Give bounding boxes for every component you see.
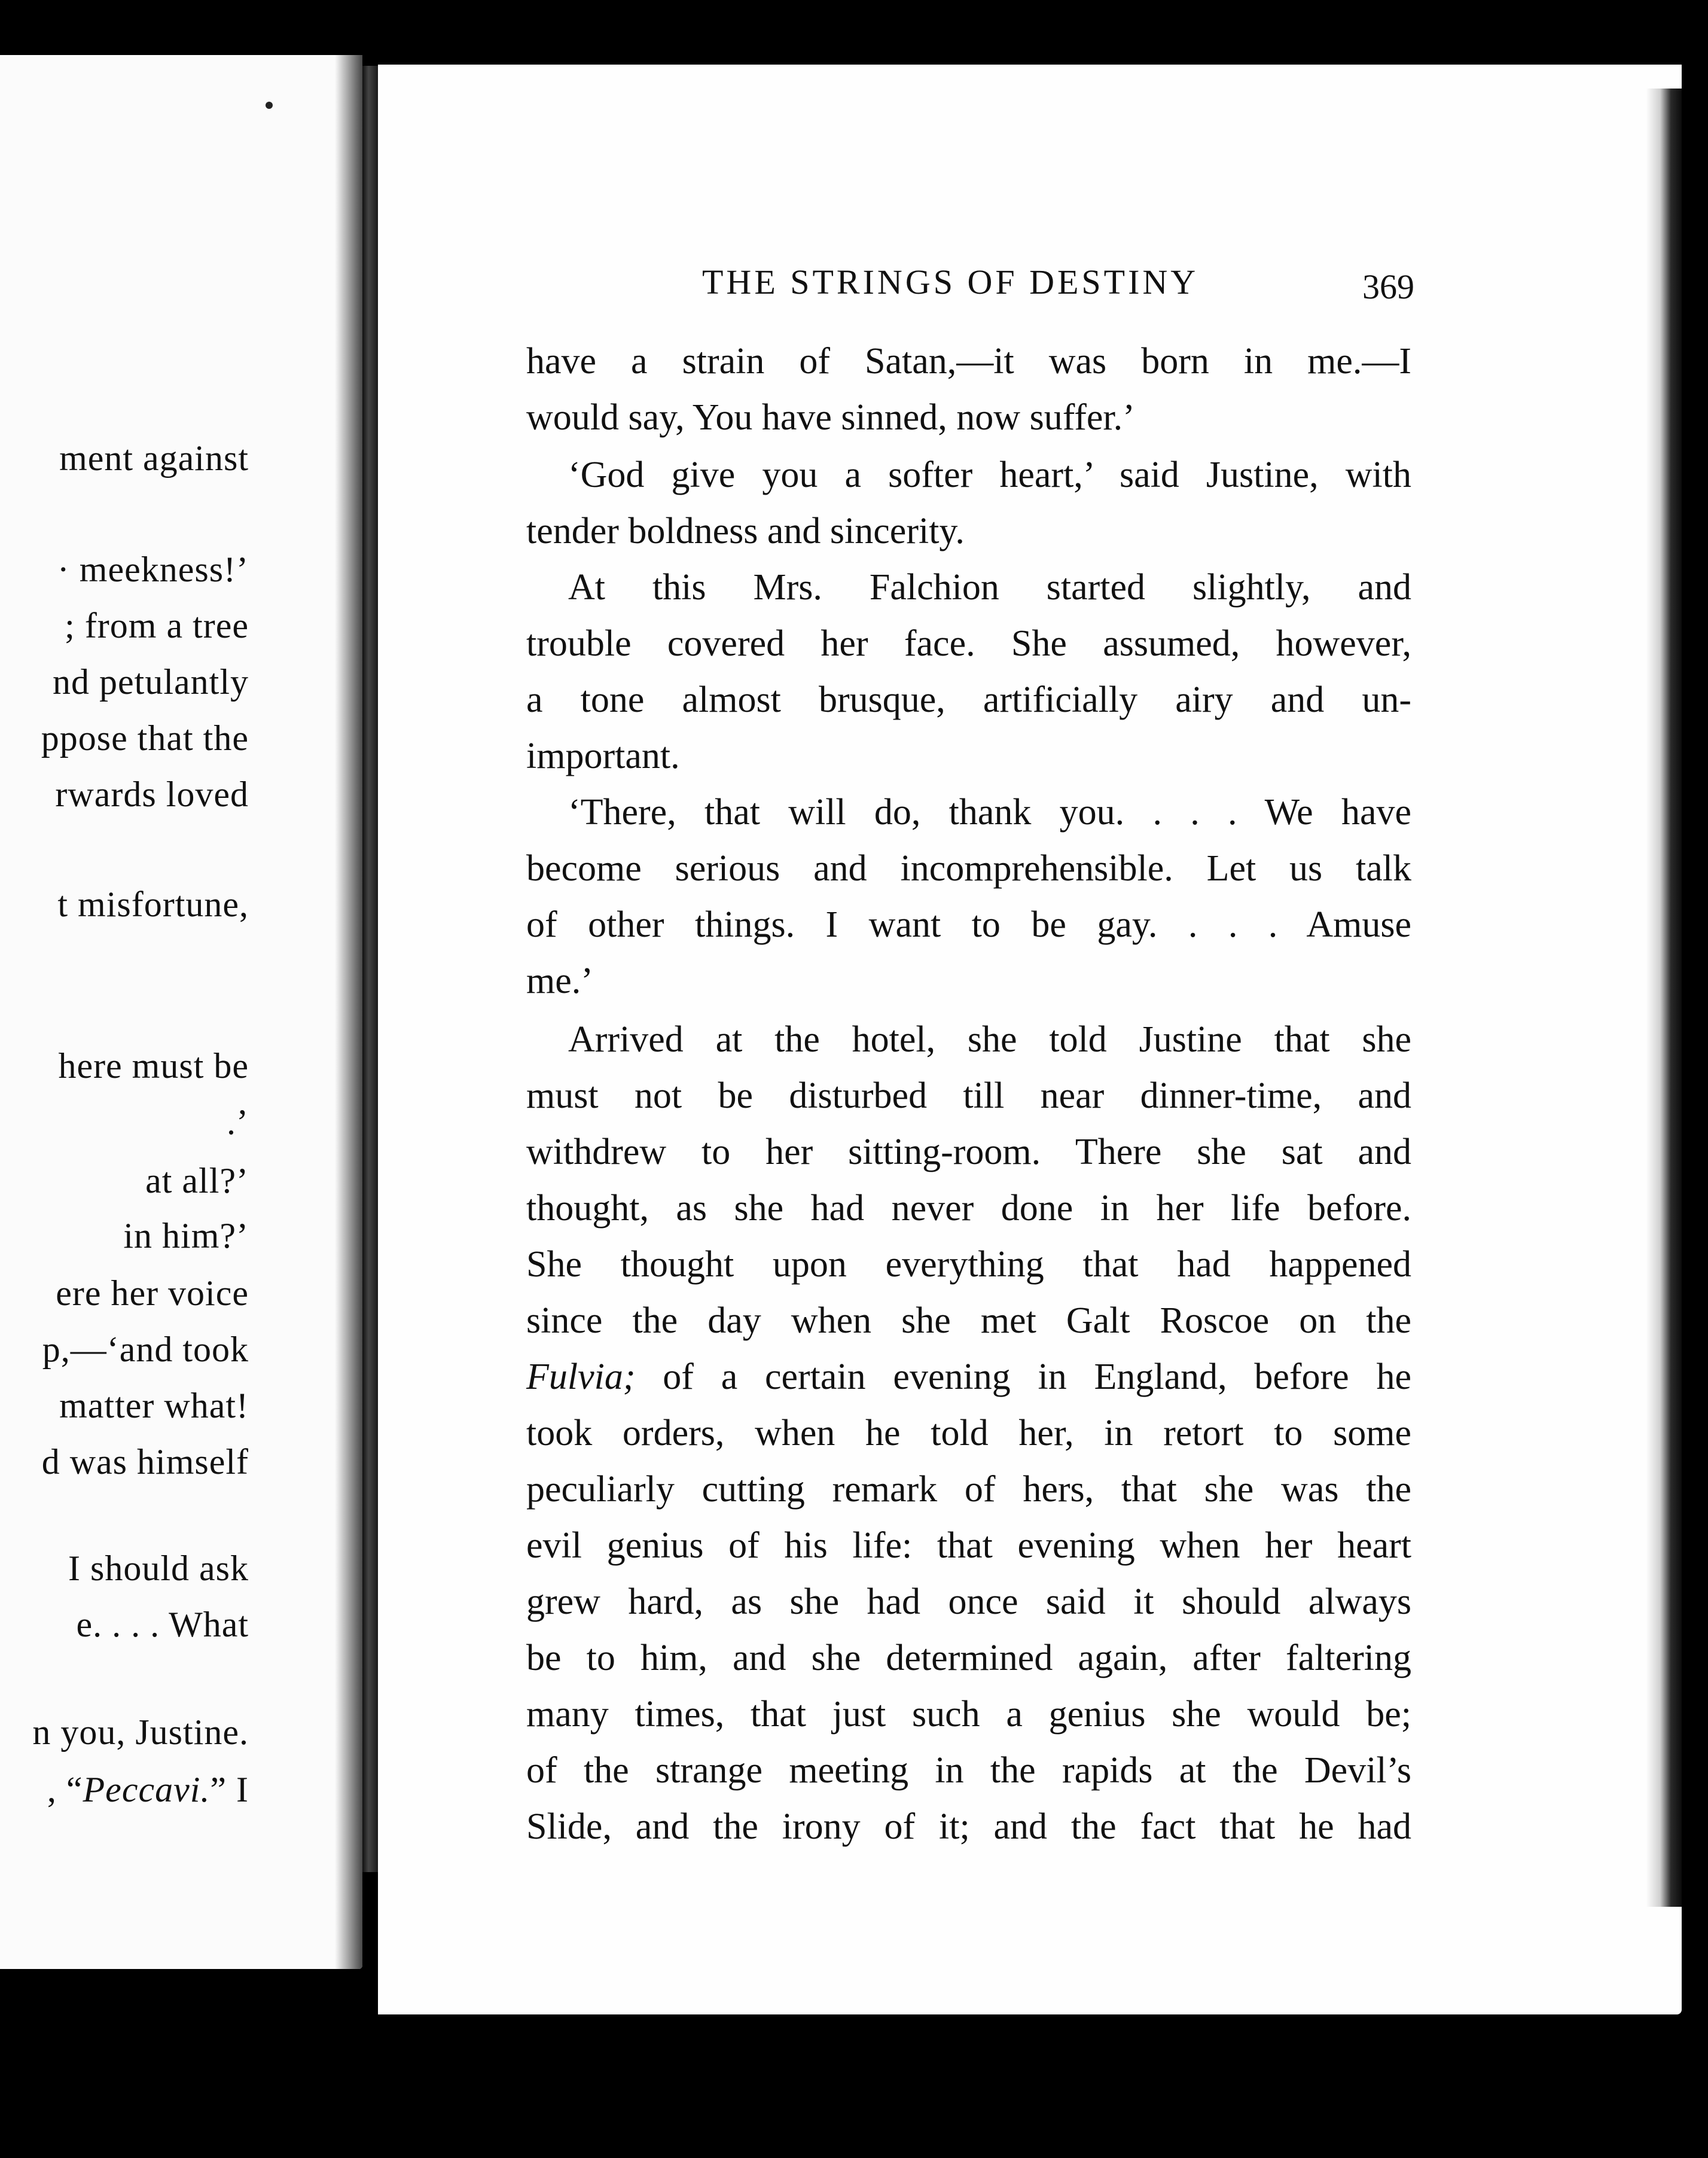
left-page-fragment: rwards loved bbox=[55, 775, 249, 814]
page-number: 369 bbox=[1362, 267, 1414, 306]
text-line: evil genius of his life: that evening when her heart bbox=[526, 1525, 1411, 1566]
text-line: grew hard, as she had once said it should always bbox=[526, 1581, 1411, 1622]
text-line: would say, You have sinned, now suffer.’ bbox=[526, 397, 1135, 438]
text-line: must not be disturbed till near dinner-time, and bbox=[526, 1075, 1411, 1116]
text-line: of the strange meeting in the rapids at the Devil’s bbox=[526, 1750, 1411, 1791]
left-page-fragment: · meekness!’ bbox=[57, 550, 249, 589]
left-page-fragment: ere her voice bbox=[56, 1273, 249, 1313]
text-line: thought, as she had never done in her life before. bbox=[526, 1188, 1411, 1229]
italic-word: Peccavi. bbox=[83, 1770, 211, 1809]
left-page-fragment: here must be bbox=[58, 1046, 249, 1086]
text-line: took orders, when he told her, in retort to some bbox=[526, 1413, 1411, 1453]
text-line: be to him, and she determined again, after faltering bbox=[526, 1638, 1411, 1678]
book-gutter bbox=[362, 66, 378, 1872]
left-page-fragment: at all?’ bbox=[145, 1161, 249, 1200]
right-page bbox=[378, 65, 1682, 2014]
text-line: Arrived at the hotel, she told Justine that she bbox=[568, 1019, 1411, 1060]
left-page-fragment: I should ask bbox=[68, 1549, 249, 1588]
text-line: Fulvia; of a certain evening in England, before he bbox=[526, 1357, 1411, 1397]
text-line: tender boldness and sincerity. bbox=[526, 511, 965, 551]
left-page-fragment: ; from a tree bbox=[65, 606, 249, 645]
page-curve-shadow bbox=[335, 55, 362, 1969]
text-line: become serious and incomprehensible. Let us talk bbox=[526, 848, 1411, 889]
ink-speck bbox=[266, 102, 273, 109]
text-line: a tone almost brusque, artificially airy and un- bbox=[526, 679, 1411, 720]
left-page-fragment: .’ bbox=[227, 1102, 249, 1142]
text-line: withdrew to her sitting-room. There she sat and bbox=[526, 1132, 1411, 1172]
left-page-fragment: , “Peccavi.” I bbox=[47, 1770, 249, 1809]
text-line: Slide, and the irony of it; and the fact that he had bbox=[526, 1806, 1411, 1847]
left-page-fragment: t misfortune, bbox=[57, 885, 249, 924]
text-line: ‘God give you a softer heart,’ said Justine, with bbox=[568, 455, 1411, 495]
text-line: ‘There, that will do, thank you. . . . We have bbox=[568, 792, 1411, 833]
text-line: of other things. I want to be gay. . . . Amuse bbox=[526, 904, 1411, 945]
text-line: since the day when she met Galt Roscoe on the bbox=[526, 1300, 1411, 1341]
left-page-fragment: in him?’ bbox=[123, 1216, 249, 1255]
left-page-fragment: p,—‘and took bbox=[42, 1330, 249, 1369]
page-edge-shadow bbox=[1646, 89, 1682, 1907]
left-page bbox=[0, 55, 362, 1969]
left-page-fragment: nd petulantly bbox=[53, 662, 249, 702]
text-line: me.’ bbox=[526, 961, 593, 1001]
text-line: have a strain of Satan,—it was born in me.—I bbox=[526, 341, 1411, 382]
left-page-fragment: matter what! bbox=[59, 1386, 249, 1425]
left-page-fragment: ment against bbox=[59, 438, 249, 478]
running-head: THE STRINGS OF DESTINY bbox=[702, 263, 1199, 301]
text-line: She thought upon everything that had happened bbox=[526, 1244, 1411, 1285]
text-line: trouble covered her face. She assumed, however, bbox=[526, 623, 1411, 664]
text-line: At this Mrs. Falchion started slightly, and bbox=[568, 567, 1411, 608]
left-page-fragment: e. . . . What bbox=[76, 1605, 249, 1644]
left-page-fragment: d was himself bbox=[41, 1442, 249, 1482]
left-page-fragment: ppose that the bbox=[41, 718, 249, 758]
left-page-fragment: n you, Justine. bbox=[32, 1712, 249, 1752]
text-line: important. bbox=[526, 736, 680, 776]
italic-word: Fulvia; bbox=[526, 1357, 636, 1397]
text-line: peculiarly cutting remark of hers, that she was the bbox=[526, 1469, 1411, 1510]
text-line: many times, that just such a genius she would be; bbox=[526, 1694, 1411, 1735]
